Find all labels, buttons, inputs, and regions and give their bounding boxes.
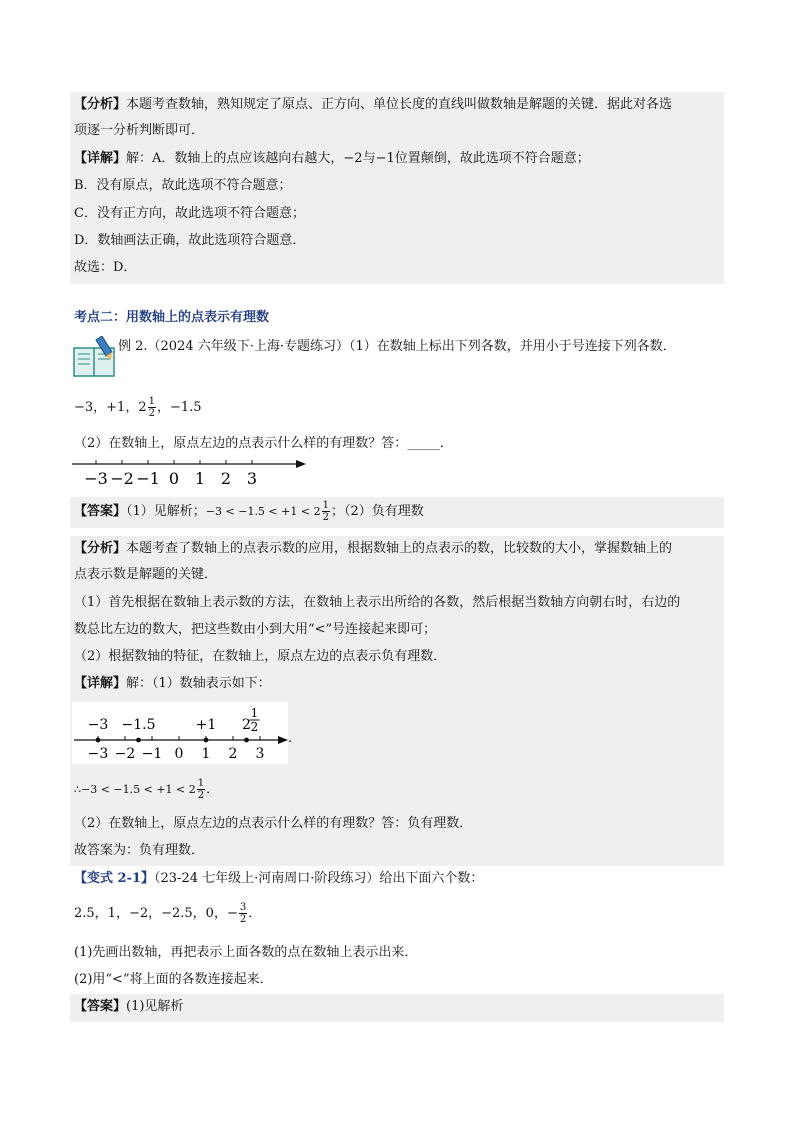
tick-label: −3 (87, 746, 109, 762)
step-2-line: （2）根据数轴的特征，在数轴上，原点左边的点表示负有理数． (74, 649, 447, 664)
fraction-denominator: 2 (250, 720, 259, 734)
detail-number-line (72, 702, 288, 764)
option-d-line: D．数轴画法正确，故此选项符合题意． (74, 233, 306, 248)
tick-label: −1 (141, 746, 163, 762)
marked-point (204, 738, 209, 743)
fraction-denominator: 2 (197, 790, 205, 801)
question-2-answer: （2）在数轴上，原点左边的点表示什么样的有理数？答：负有理数． (74, 816, 473, 831)
analysis-line (74, 540, 672, 558)
fraction-denominator: 2 (322, 512, 329, 523)
final-answer: 故答案为：负有理数． (74, 843, 205, 858)
variant-numbers-text: 2.5，1，−2，−2.5，0，− (74, 906, 238, 921)
analysis-line-2: 点表示数是解题的关键． (74, 567, 218, 582)
analysis-tag: 【分析】 (74, 541, 127, 556)
detail-text: 解：（1）数轴表示如下： (126, 676, 271, 691)
tick-label: −3 (84, 469, 108, 488)
answer-tag: 【答案】 (74, 999, 127, 1014)
numbers-part-a: −3，+1，2 (74, 400, 147, 415)
detail-tag: 【详解】 (74, 151, 127, 166)
tick-label: 2 (228, 746, 238, 762)
fraction-numerator: 1 (322, 500, 329, 511)
detail-tag: 【详解】 (74, 676, 127, 691)
option-b-line: B．没有原点，故此选项不符合题意； (74, 178, 292, 193)
marked-point (96, 738, 101, 743)
number-line-period: . (288, 731, 293, 746)
variant-fraction (239, 902, 247, 925)
example-2-numbers (74, 396, 202, 419)
section-title: 考点二：用数轴上的点表示有理数 (74, 310, 270, 325)
example-2-text: 例 2.（2024 六年级下·上海·专题练习）（1）在数轴上标出下列各数，并用小于号连接下列各数． (118, 339, 676, 354)
tick-label: 0 (174, 746, 184, 762)
example-2-question-2: （2）在数轴上，原点左边的点表示什么样的有理数？答：_____． (74, 436, 453, 451)
tick-label: 3 (246, 469, 258, 488)
detail-line (74, 150, 590, 168)
variant-question-2: (2)用“<”将上面的各数连接起来． (74, 972, 273, 987)
marked-point (136, 738, 141, 743)
detail-line (74, 675, 271, 693)
fraction-numerator: 1 (250, 706, 259, 720)
fraction (148, 396, 156, 419)
fraction-numerator: 1 (148, 396, 155, 407)
tick-label: 3 (255, 746, 265, 762)
therefore-inequality: ∴−3 < −1.5 < +1 < 2 (74, 783, 196, 796)
answer-line (74, 500, 424, 524)
detail-text: 解：A．数轴上的点应该越向右越大，−2与−1位置颠倒，故此选项不符合题意； (126, 151, 590, 166)
numbers-part-b: ，−1.5 (156, 400, 202, 415)
analysis-tag: 【分析】 (74, 97, 127, 112)
option-c-line: C．没有正方向，故此选项不符合题意； (74, 206, 305, 221)
variant-2-1-line (74, 870, 483, 888)
choice-line: 故选：D． (74, 260, 137, 275)
example-number-line (70, 456, 310, 492)
marked-point-label: 2 (242, 717, 251, 733)
answer-fraction (322, 500, 330, 523)
tick-label: 1 (201, 746, 211, 762)
marked-point (244, 738, 249, 743)
step-1-line-1: （1）首先根据在数轴上表示数的方法，在数轴上表示出所给的各数，然后根据当数轴方向朝右时，右边的 (74, 595, 681, 610)
marked-point-label: −3 (87, 717, 109, 733)
tick-label: 2 (220, 469, 232, 488)
answer-inequality: −3 < −1.5 < +1 < 2 (205, 505, 321, 518)
variant-answer-text: (1)见解析 (126, 999, 184, 1014)
fraction-denominator: 2 (239, 914, 247, 925)
marked-point-label: −1.5 (121, 717, 156, 733)
variant-numbers: 2.5，1，−2，−2.5，0，− $\frac{3}{2}$ ． (74, 902, 262, 925)
variant-question-1: (1)先画出数轴，再把表示上面各数的点在数轴上表示出来． (74, 945, 418, 960)
answer-tag: 【答案】 (74, 504, 127, 519)
tick-label: −1 (136, 469, 160, 488)
fraction-numerator: 3 (239, 902, 247, 913)
variant-tag: 【变式 2-1】 (74, 871, 155, 886)
tick-label: 0 (168, 469, 180, 488)
therefore-fraction (197, 778, 205, 801)
answer-text-a: （1）见解析； (126, 504, 206, 519)
fraction-denominator: 2 (148, 408, 155, 419)
tick-label: −2 (114, 746, 136, 762)
answer-text-b: ；（2）负有理数 (330, 504, 424, 519)
tick-label: 1 (194, 469, 206, 488)
book-pencil-icon (72, 336, 118, 378)
step-1-line-2: 数总比左边的数大，把这些数由小到大用“<”号连接起来即可； (74, 622, 437, 637)
analysis-line (74, 96, 672, 114)
fraction-numerator: 1 (197, 778, 205, 789)
therefore-line: ∴−3 < −1.5 < +1 < 2 $\frac{1}{2}$ ． (74, 778, 220, 801)
tick-label: −2 (110, 469, 134, 488)
variant-answer-line (74, 998, 183, 1016)
marked-point-label: +1 (195, 717, 217, 733)
analysis-text: 本题考查了数轴上的点表示数的应用，根据数轴上的点表示的数，比较数的大小，掌握数轴上的 (126, 541, 673, 556)
analysis-line-2: 项逐一分析判断即可． (74, 123, 205, 138)
analysis-text: 本题考查数轴，熟知规定了原点、正方向、单位长度的直线叫做数轴是解题的关键．据此对各选 (126, 97, 673, 112)
variant-text: （23-24 七年级上·河南周口·阶段练习）给出下面六个数： (154, 871, 484, 886)
